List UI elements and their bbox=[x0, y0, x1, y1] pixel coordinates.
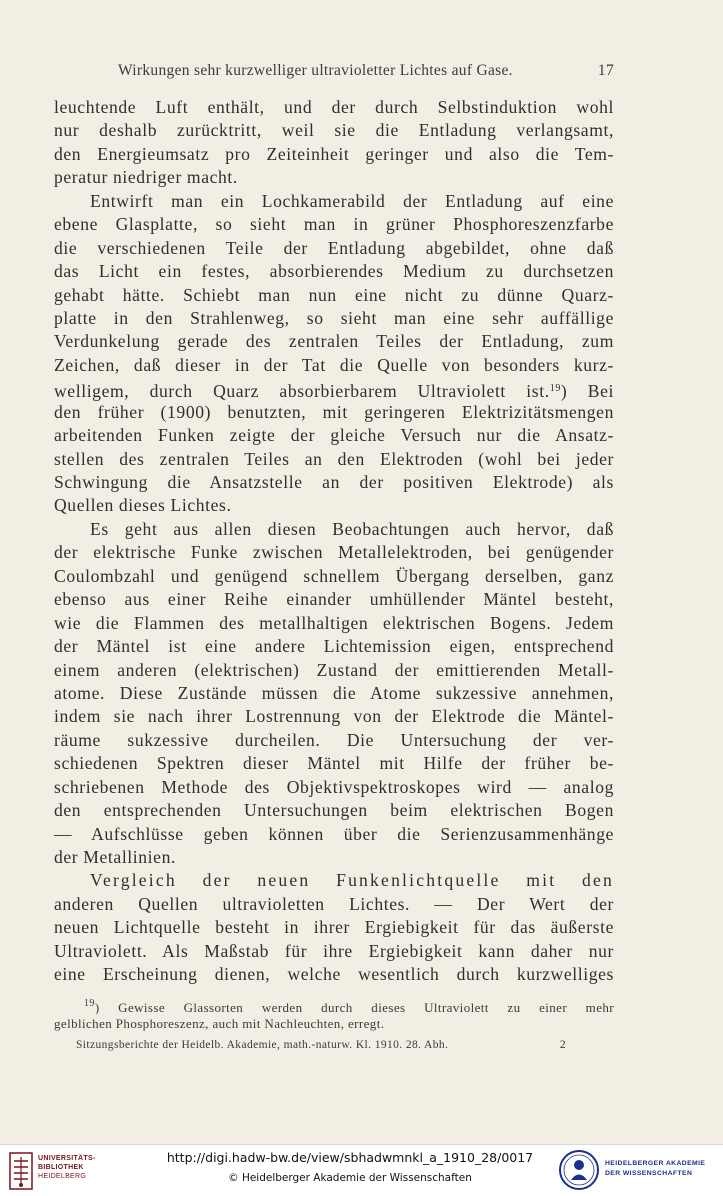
text-line: schriebenen Methode des Objektivspektroskopes wird — analog bbox=[54, 776, 614, 797]
text-line: Ultraviolett. Als Maßstab für ihre Ergiebigkeit kann daher nur bbox=[54, 940, 614, 961]
academy-seal-icon[interactable] bbox=[558, 1149, 600, 1191]
text-line: nur deshalb zurücktritt, weil sie die Entladung verlangsamt, bbox=[54, 120, 614, 141]
body-text bbox=[54, 96, 614, 987]
footnote-marker: 19 bbox=[84, 998, 95, 1009]
text-line: indem sie nach ihrer Lostrennung von der Elektrode die Mäntel- bbox=[54, 706, 614, 727]
text-line: Schwingung die Ansatzstelle an der positiven Elektrode) als bbox=[54, 472, 614, 492]
text-line: die verschiedenen Teile der Entladung abgebildet, ohne daß bbox=[54, 237, 614, 258]
footnote-line bbox=[54, 994, 614, 1014]
ub-line: BIBLIOTHEK bbox=[38, 1164, 84, 1171]
text-line: den Energieumsatz pro Zeiteinheit geringer und also die Tem- bbox=[54, 143, 614, 164]
text-line: leuchtende Luft enthält, und der durch Selbstinduktion wohl bbox=[54, 97, 614, 117]
text-line-with-footnote bbox=[54, 377, 614, 400]
academy-line: DER WISSENSCHAFTEN bbox=[605, 1170, 693, 1177]
text-line: wie die Flammen des metallhaltigen elektrischen Bogens. Jedem bbox=[54, 612, 614, 633]
text-line: atome. Diese Zustände müssen die Atome sukzessive annehmen, bbox=[54, 682, 614, 703]
academy-name bbox=[605, 1159, 705, 1179]
academy-line: HEIDELBERGER AKADEMIE bbox=[605, 1160, 706, 1167]
text-line: der Metallinien. bbox=[54, 847, 176, 867]
printer-signature bbox=[76, 1036, 566, 1054]
text-line: arbeitenden Funken zeigte der gleiche Versuch nur die Ansatz- bbox=[54, 425, 614, 446]
text-line: neuen Lichtquelle besteht in ihrer Ergiebigkeit für das äußerste bbox=[54, 917, 614, 938]
text-line: — Aufschlüsse geben können über die Serienzusammenhänge bbox=[54, 823, 614, 844]
copyright-notice: © Heidelberger Akademie der Wissenschaften bbox=[228, 1172, 472, 1184]
sheet-number: 2 bbox=[559, 1039, 566, 1051]
ub-line: UNIVERSITÄTS- bbox=[38, 1155, 96, 1162]
text-line: Es geht aus allen diesen Beobachtungen auch hervor, daß bbox=[90, 518, 614, 539]
text-line: einem anderen (elektrischen) Zustand der emittierenden Metall- bbox=[54, 659, 614, 680]
text-line: ebenso aus einer Reihe einander umhüllender Mäntel besteht, bbox=[54, 589, 614, 610]
text-line: platte in den Strahlenweg, so sieht man eine sehr auffällige bbox=[54, 307, 614, 328]
text-line-fragment: welligem, durch Quarz absorbierbarem Ultraviolett ist. bbox=[54, 381, 550, 401]
text-line: den entsprechenden Untersuchungen beim elektrischen Bogen bbox=[54, 800, 614, 821]
text-line: stellen des zentralen Teiles an den Elektroden (wohl bei jeder bbox=[54, 448, 614, 469]
text-line: Coulombzahl und genügend schnellem Übergang derselben, ganz bbox=[54, 565, 614, 586]
section-heading-line: Vergleich der neuen Funkenlichtquelle mit den bbox=[90, 870, 614, 891]
running-title: Wirkungen sehr kurzwelliger ultravioletter Lichtes auf Gase. bbox=[118, 62, 513, 79]
text-line: eine Erscheinung dienen, welche wesentlich durch kurzwelliges bbox=[54, 964, 614, 985]
text-line: das Licht ein festes, absorbierendes Medium zu durchsetzen bbox=[54, 261, 614, 282]
text-line: ebene Glasplatte, so sieht man in grüner Phosphoreszenzfarbe bbox=[54, 214, 614, 235]
text-line: räume sukzessive durcheilen. Die Untersuchung der ver- bbox=[54, 729, 614, 750]
text-line: gehabt hätte. Schiebt man nun eine nicht zu dünne Quarz- bbox=[54, 284, 614, 305]
footnote-reference[interactable]: 19 bbox=[549, 383, 561, 395]
text-line: Zeichen, daß dieser in der Tat die Quelle von besonders kurz- bbox=[54, 354, 614, 375]
text-line: peratur niedriger macht. bbox=[54, 167, 238, 188]
text-line: der elektrische Funke zwischen Metallelektroden, bei genügender bbox=[54, 542, 614, 563]
text-line: schiedenen Spektren dieser Mäntel mit Hilfe der früher be- bbox=[54, 753, 614, 774]
text-line-fragment: ) Bei bbox=[560, 381, 614, 401]
running-head bbox=[54, 62, 614, 84]
text-line: Entwirft man ein Lochkamerabild der Entladung auf eine bbox=[90, 190, 614, 211]
page-number: 17 bbox=[597, 62, 614, 79]
text-line: Quellen dieses Lichtes. bbox=[54, 495, 232, 516]
text-line: Verdunkelung gerade des zentralen Teiles der Entladung, zum bbox=[54, 331, 614, 352]
viewer-footer bbox=[0, 1144, 723, 1196]
ub-line: HEIDELBERG bbox=[38, 1173, 87, 1180]
university-library-name bbox=[38, 1154, 96, 1181]
footnote bbox=[54, 994, 614, 1034]
permalink-url[interactable]: http://digi.hadw-bw.de/view/sbhadwmnkl_a_1910_28/0017 bbox=[166, 1150, 534, 1165]
text-line: den früher (1900) benutzten, mit geringeren Elektrizitätsmengen bbox=[54, 401, 614, 422]
text-line: anderen Quellen ultravioletten Lichtes. — Der Wert der bbox=[54, 893, 614, 914]
footnote-line: gelblichen Phosphoreszenz, auch mit Nachleuchten, erregt. bbox=[54, 1016, 385, 1031]
signature-text: Sitzungsberichte der Heidelb. Akademie, math.-naturw. Kl. 1910. 28. Abh. bbox=[76, 1039, 449, 1051]
text-line: der Mäntel ist eine andere Lichtemission eigen, entsprechend bbox=[54, 636, 614, 657]
university-library-logo-icon[interactable] bbox=[8, 1151, 34, 1191]
footnote-text: ) Gewisse Glassorten werden durch dieses Ultraviolett zu einer mehr bbox=[94, 1000, 614, 1014]
